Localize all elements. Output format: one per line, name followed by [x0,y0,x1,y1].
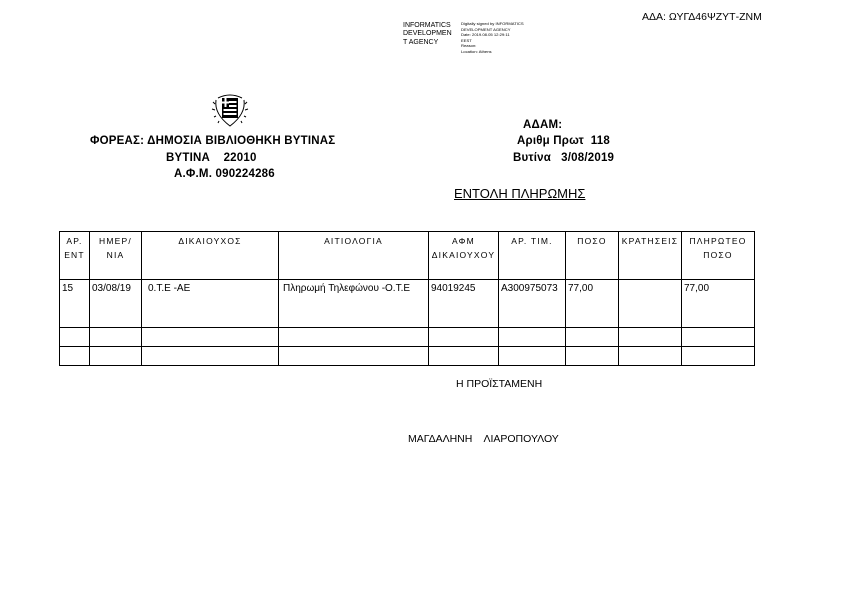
column-header: ΠΟΣΟ [566,232,619,280]
digital-signature-stamp [403,22,452,47]
stamp-line: INFORMATICS [403,22,451,29]
stamp-detail-line: Location: Athens [461,49,492,54]
protocol-number: Αριθμ Πρωτ 118 [517,135,610,147]
column-header: ΑΡ. ΕΝΤ [60,232,90,280]
organization-name: ΦΟΡΕΑΣ: ΔΗΜΟΣΙΑ ΒΙΒΛΙΟΘΗΚΗ ΒΥΤΙΝΑΣ [90,135,336,147]
ada-code: ΑΔΑ: ΩΥΓΔ46ΨΖΥΤ-ΖΝΜ [642,11,762,23]
stamp-detail-line: Reason: [461,44,477,49]
organization-city-zip: ΒΥΤΙΝΑ 22010 [166,152,257,164]
place-date: Βυτίνα 3/08/2019 [513,152,615,164]
adam-label: ΑΔΑΜ: [523,119,563,131]
column-header: ΠΛΗΡΩΤΕΟ ΠΟΣΟ [682,232,755,280]
document-title: ΕΝΤΟΛΗ ΠΛΗΡΩΜΗΣ [454,186,586,201]
table-cell: Α300975073 [499,280,566,328]
table-cell: 0.Τ.Ε -ΑΕ [142,280,279,328]
table-cell: Πληρωμή Τηλεφώνου -Ο.Τ.Ε [279,280,429,328]
table-cell: 15 [60,280,90,328]
table-cell: 77,00 [566,280,619,328]
table-cell: 03/08/19 [90,280,142,328]
stamp-line: DEVELOPMEN [403,30,452,38]
stamp-detail-line: DEVELOPMENT AGENCY [461,27,511,32]
column-header: ΚΡΑΤΗΣΕΙΣ [619,232,682,280]
signatory-name: ΜΑΓΔΑΛΗΝΗ ΛΙΑΡΟΠΟΥΛΟΥ [408,433,559,445]
table-cell: 94019245 [429,280,499,328]
column-header: ΗΜΕΡ/ΝΙΑ [90,232,142,280]
table-row [60,328,755,347]
table-row [60,280,755,328]
column-header: ΑΦΜ ΔΙΚΑΙΟΥΧΟΥ [429,232,499,280]
table-cell [619,280,682,328]
greek-coat-of-arms-icon [210,90,250,130]
stamp-detail-line: Date: 2019.08.05 12:29:11 [461,33,510,38]
column-header: ΔΙΚΑΙΟΥΧΟΣ [142,232,279,280]
stamp-line: T AGENCY [403,38,439,46]
table-row [60,347,755,366]
organization-afm: Α.Φ.Μ. 090224286 [174,168,275,180]
signatory-role: Η ΠΡΟΪΣΤΑΜΕΝΗ [456,378,543,390]
stamp-detail-line: Digitally signed by INFORMATICS [461,22,524,26]
column-header: ΑΡ. ΤΙΜ. [499,232,566,280]
payment-table [59,231,755,366]
table-header-row [60,232,755,280]
stamp-detail-line: EEST [461,38,472,43]
table-cell: 77,00 [682,280,755,328]
column-header: ΑΙΤΙΟΛΟΓΙΑ [279,232,429,280]
digital-signature-details [461,22,524,56]
